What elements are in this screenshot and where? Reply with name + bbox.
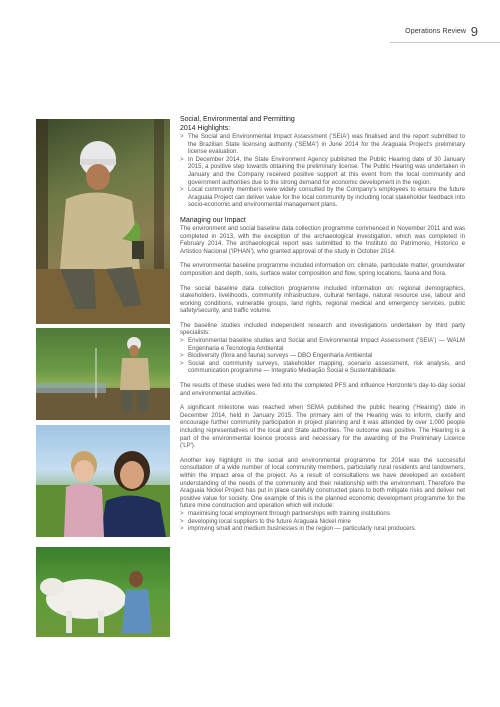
impact-title: Managing our Impact [180, 216, 246, 224]
list-item: > The Social and Environmental Impact Assessment ('SEIA') was finalised and the report submitted to the Brazilian State licensing authority ('SEMA') in June 2014 for the Araguaia Project's preliminary license evaluation. [180, 133, 465, 156]
specialists-list [180, 337, 465, 375]
list-item: > Local community members were widely consulted by the Company's employees to ensure the future Araguaia Project can deliver value for the local community by including local stakeholder feedback into socio-economic and environmental management plans. [180, 186, 465, 209]
main-content [180, 115, 465, 540]
paragraph: Another key highlight in the social and environmental programme for 2014 was the successful consultation of a wide number of local community members, particularly rural residents and landowners, within the impact area of the project. As a result of consultations we have developed an excellent understanding of the needs of the community and their relationship with the environment. Therefore the Araguaia Nickel Project has put in place carefully constructed plans to both mitigate risks and deliver net positive value for society. One example of this is the planned economic development programme for the future mine construction and operation which will include: [180, 456, 465, 510]
photo-river-worker [36, 328, 170, 420]
header-title: Operations Review [405, 28, 466, 35]
list-item: > Environmental baseline studies and Social and Environmental Impact Assessment ('SEIA') — WALM Engenharia e Tecnologia Ambiental [180, 337, 465, 352]
highlights-title: 2014 Highlights: [180, 125, 231, 132]
list-item: > developing local suppliers to the future Araguaia Nickel mine [180, 518, 465, 526]
paragraph: The environmental baseline programme included information on: climate, particulate matter, groundwater composition and depth, soils, surface water composition and flow, spring locations, fauna and flora. [180, 262, 465, 277]
paragraph: The environment and social baseline data collection programme commenced in November 2011 and was completed in 2013, with the exception of the archaeological investigation, which was completed in February 2014. The archaeological report was submitted to the Instituto do Patrimonio, Historico e Artistico Nacional ('IPHAN'), who granted approval of the study in October 2014. [180, 224, 465, 255]
list-item: > In December 2014, the State Environment Agency published the Public Hearing date of 30 January 2015, a positive step towards obtaining the preliminary license. The Public Hearing was undertaken in January and the Company received positive support at this event from the local community and government authorities due to the strong demand for economic development in the region. [180, 156, 465, 186]
paragraph: A significant milestone was reached when SEMA published the public hearing ('Hearing') date in December 2014, held in January 2015. The primary aim of the Hearing was to inform, clarify and encourage further community participation in project planning and it was attended by over 1,000 people including representatives of the local and State authorities. The outcome was positive. The Hearing is a part of the environmental licence process and necessary for the awarding of the Preliminary Licence ('LP'). [180, 404, 465, 450]
photo-worker-planting [36, 119, 170, 324]
paragraph: The social baseline data collection programme included information on: regional demographics, stakeholders, livelihoods, community infrastructure, cultural heritage, natural resource use, labour and working conditions, vulnerable groups, land rights, regional medical and emergency services, public safety/security, and traffic volume. [180, 284, 465, 315]
highlights-list [180, 133, 465, 209]
list-item: > Social and community surveys, stakeholder mapping, scenario assessment, risk analysis, and communication programme — Integratio Mediação Social e Sustentabilidade. [180, 360, 465, 375]
photo-mother-child [36, 425, 170, 537]
paragraph: The baseline studies included independent research and investigations undertaken by third party specialists: [180, 321, 465, 337]
list-item: > maximising local employment through partnerships with training institutions [180, 510, 465, 518]
section-title: Social, Environmental and Permitting [180, 116, 295, 123]
list-item: > Biodiversity (flora and fauna) surveys — DBO Engenharia Ambiental [180, 352, 465, 360]
list-item: > improving small and medium businesses in the region — particularly rural producers. [180, 525, 465, 533]
page-number: 9 [470, 24, 478, 39]
programme-list [180, 510, 465, 533]
header-rule [390, 42, 500, 43]
photo-woman-cattle [36, 547, 170, 637]
paragraph: The results of these studies were fed into the completed PFS and influence Horizonte's day-to-day social and environmental activities. [180, 382, 465, 397]
